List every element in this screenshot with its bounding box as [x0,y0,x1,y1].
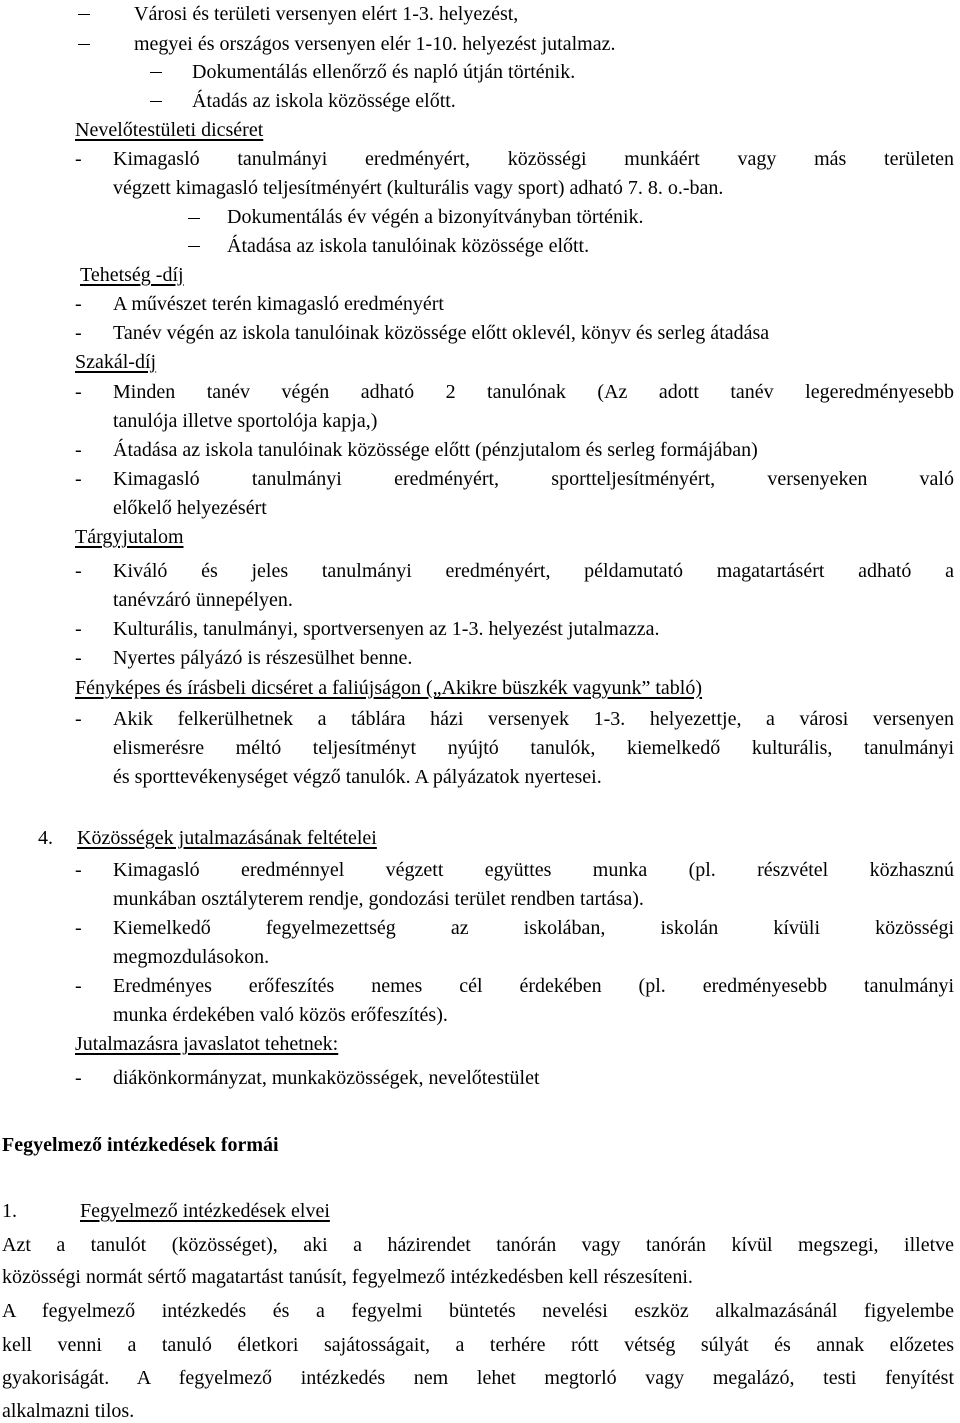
fenykepes-heading: Fényképes és írásbeli dicséret a faliújságon („Akikre büszkék vagyunk” tabló) [75,677,703,699]
list-dash: - [75,647,82,669]
nevelotestuleti-heading: Nevelőtestületi dicséret [75,119,264,141]
list-item: Átadás az iskola közössége előtt. [192,90,456,112]
list-dash: - [75,859,82,881]
list-item: Akik felkerülhetnek a táblára házi versenyek 1-3. helyezettje, a városi versenyen [113,708,954,730]
list-dash: - [75,560,82,582]
paragraph-line: alkalmazni tilos. [2,1400,135,1422]
list-item: megyei és országos versenyen elér 1-10. helyezést jutalmaz. [134,33,616,55]
paragraph-line: A fegyelmező intézkedés és a fegyelmi büntetés nevelési eszköz alkalmazásánál figyelembe [2,1300,954,1322]
list-dash: - [75,293,82,315]
list-item-continuation: és sporttevékenységet végző tanulók. A pályázatok nyertesei. [113,766,602,788]
list-item: Nyertes pályázó is részesülhet benne. [113,647,413,669]
list-item-continuation: tanulója illetve sportolója kapja,) [113,410,378,432]
list-dash: - [75,148,82,170]
subsection-heading: Fegyelmező intézkedések elvei [80,1200,330,1222]
list-dash [150,72,162,73]
list-item: Dokumentálás ellenőrző és napló útján történik. [192,61,576,83]
list-dash: - [75,322,82,344]
list-item-continuation: előkelő helyezésért [113,497,267,519]
list-item: Kimagasló tanulmányi eredményért, sportteljesítményért, versenyeken való [113,468,954,490]
list-dash [188,246,200,247]
paragraph-line: közösségi normát sértő magatartást tanúsít, fegyelmező intézkedésben kell részesíteni. [2,1266,693,1288]
list-item: Eredményes erőfeszítés nemes cél érdekében (pl. eredményesebb tanulmányi [113,975,954,997]
paragraph-line: Azt a tanulót (közösséget), aki a házirendet tanórán vagy tanórán kívül megszegi, illetve [2,1234,954,1256]
list-item: Átadása az iskola tanulóinak közössége előtt (pénzjutalom és serleg formájában) [113,439,758,461]
list-item: Kiváló és jeles tanulmányi eredményért, példamutató magatartásért adható a [113,560,954,582]
proposal-heading: Jutalmazásra javaslatot tehetnek: [75,1033,339,1055]
list-dash: - [75,975,82,997]
list-item-continuation: elismerésre méltó teljesítményt nyújtó tanulók, kiemelkedő kulturális, tanulmányi [113,737,954,759]
list-dash: - [75,1067,82,1089]
list-item: Városi és területi versenyen elért 1-3. helyezést, [134,3,519,25]
list-item: Kimagasló eredménnyel végzett együttes munka (pl. részvétel közhasznú [113,859,954,881]
list-item: Kiemelkedő fegyelmezettség az iskolában, iskolán kívüli közösségi [113,917,954,939]
list-item-continuation: munkában osztályterem rendje, gondozási terület rendben tartása). [113,888,644,910]
list-item: A művészet terén kimagasló eredményért [113,293,444,315]
fegyelmezo-title: Fegyelmező intézkedések formái [2,1134,279,1156]
list-item-continuation: tanévzáró ünnepélyen. [113,589,293,611]
targyjutalom-heading: Tárgyjutalom [75,526,184,548]
list-item: Dokumentálás év végén a bizonyítványban történik. [227,206,644,228]
szakal-heading: Szakál-díj [75,351,157,373]
list-dash: - [75,917,82,939]
list-item: Tanév végén az iskola tanulóinak közössége előtt oklevél, könyv és serleg átadása [113,322,770,344]
paragraph-line: gyakoriságát. A fegyelmező intézkedés nem lehet megtorló vagy megalázó, testi fenyítést [2,1367,954,1389]
list-item: Átadása az iskola tanulóinak közössége előtt. [227,235,590,257]
tehetseg-heading: Tehetség -díj [80,264,184,286]
list-item: Kulturális, tanulmányi, sportversenyen az 1-3. helyezést jutalmazza. [113,618,660,640]
list-item: Minden tanév végén adható 2 tanulónak (Az adott tanév legeredményesebb [113,381,954,403]
list-dash: - [75,468,82,490]
list-dash: - [75,708,82,730]
list-dash [78,14,90,15]
section-number: 4. [38,827,53,849]
list-dash: - [75,439,82,461]
list-dash [188,218,200,219]
list-item-continuation: megmozdulásokon. [113,946,270,968]
list-dash: - [75,381,82,403]
paragraph-line: kell venni a tanuló életkori sajátosságait, a terhére rótt vétség súlyát és annak előzetes [2,1334,954,1356]
subsection-number: 1. [2,1200,17,1222]
list-dash [78,44,90,45]
list-item: diákönkormányzat, munkaközösségek, nevelőtestület [113,1067,540,1089]
list-item-continuation: végzett kimagasló teljesítményért (kulturális vagy sport) adható 7. 8. o.-ban. [113,177,724,199]
list-dash: - [75,618,82,640]
list-item: Kimagasló tanulmányi eredményért, közösségi munkáért vagy más területen [113,148,954,170]
section-heading: Közösségek jutalmazásának feltételei [77,827,377,849]
list-dash [150,101,162,102]
list-item-continuation: munka érdekében való közös erőfeszítés). [113,1004,448,1026]
